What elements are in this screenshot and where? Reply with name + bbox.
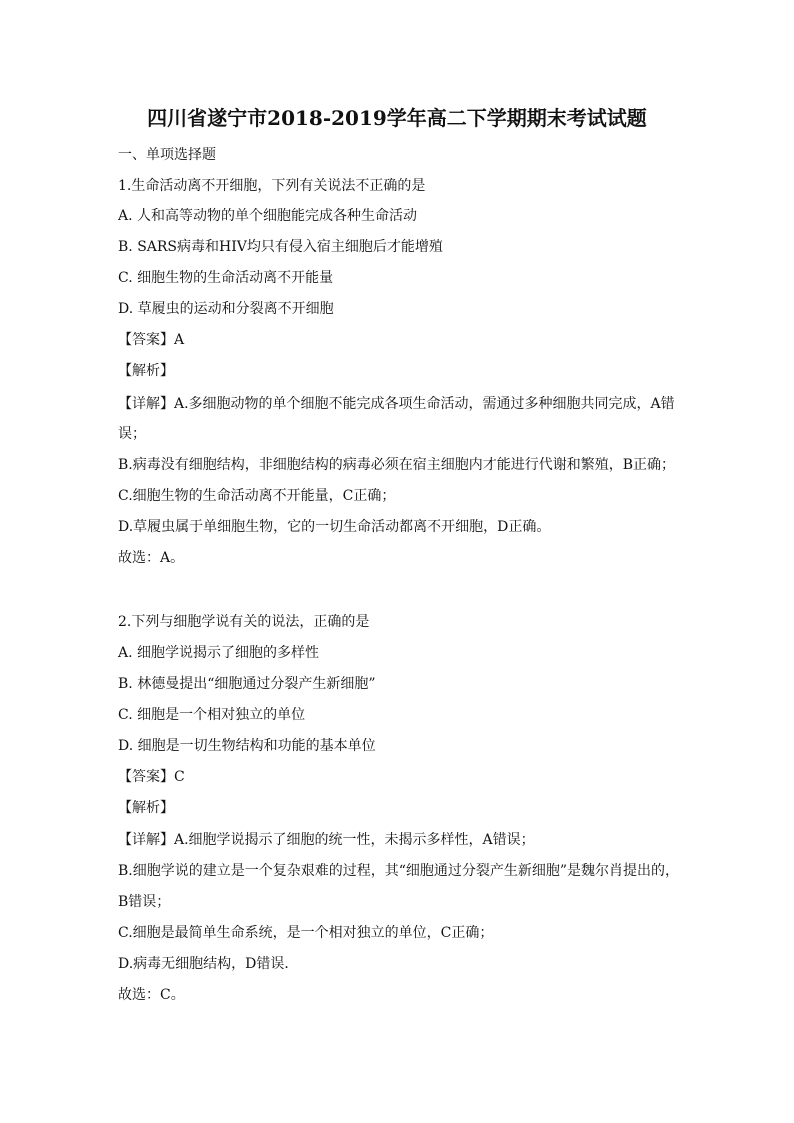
question-1-detail-line: 误； — [118, 426, 146, 442]
question-2-analysis-label: 【解析】 — [118, 800, 174, 816]
question-1-stem: 1.生命活动离不开细胞，下列有关说法不正确的是 — [118, 178, 426, 194]
question-1-answer: 【答案】A — [118, 332, 185, 348]
question-2-conclusion: 故选：C。 — [118, 987, 185, 1003]
question-2-option-a: A. 细胞学说揭示了细胞的多样性 — [118, 645, 320, 661]
question-1-detail-line: B.病毒没有细胞结构，非细胞结构的病毒必须在宿主细胞内才能进行代谢和繁殖，B正确； — [118, 457, 676, 473]
question-2-detail-line: 【详解】A.细胞学说揭示了细胞的统一性，未揭示多样性，A错误； — [118, 832, 535, 848]
question-1-conclusion: 故选：A。 — [118, 550, 185, 566]
question-1-option-d: D. 草履虫的运动和分裂离不开细胞 — [118, 301, 334, 317]
question-1-analysis-label: 【解析】 — [118, 363, 174, 379]
document-title: 四川省遂宁市2018-2019学年高二下学期期末考试试题 — [147, 106, 647, 130]
question-2-detail-line: D.病毒无细胞结构，D错误． — [118, 956, 299, 972]
section-heading: 一、单项选择题 — [118, 147, 216, 163]
question-1-detail-line: C.细胞生物的生命活动离不开能量，C正确； — [118, 488, 396, 504]
question-2-option-d: D. 细胞是一切生物结构和功能的基本单位 — [118, 738, 376, 754]
question-2-stem: 2.下列与细胞学说有关的说法，正确的是 — [118, 614, 370, 630]
question-1-detail-line: 【详解】A.多细胞动物的单个细胞不能完成各项生命活动，需通过多种细胞共同完成，A错 — [118, 396, 675, 412]
question-2-option-c: C. 细胞是一个相对独立的单位 — [118, 707, 306, 723]
question-2-option-b: B. 林德曼提出“细胞通过分裂产生新细胞” — [118, 676, 376, 692]
question-1-option-a: A. 人和高等动物的单个细胞能完成各种生命活动 — [118, 208, 418, 224]
question-1-option-b: B. SARS病毒和HIV均只有侵入宿主细胞后才能增殖 — [118, 239, 443, 255]
question-1-option-c: C. 细胞生物的生命活动离不开能量 — [118, 270, 334, 286]
question-2-answer: 【答案】C — [118, 769, 185, 785]
question-2-detail-line: B错误； — [118, 894, 171, 910]
question-2-detail-line: C.细胞是最简单生命系统，是一个相对独立的单位，C正确； — [118, 925, 494, 941]
question-2-detail-line: B.细胞学说的建立是一个复杂艰难的过程，其“细胞通过分裂产生新细胞”是魏尔肖提出的， — [118, 863, 680, 879]
question-1-detail-line: D.草履虫属于单细胞生物，它的一切生命活动都离不开细胞，D正确。 — [118, 519, 551, 535]
